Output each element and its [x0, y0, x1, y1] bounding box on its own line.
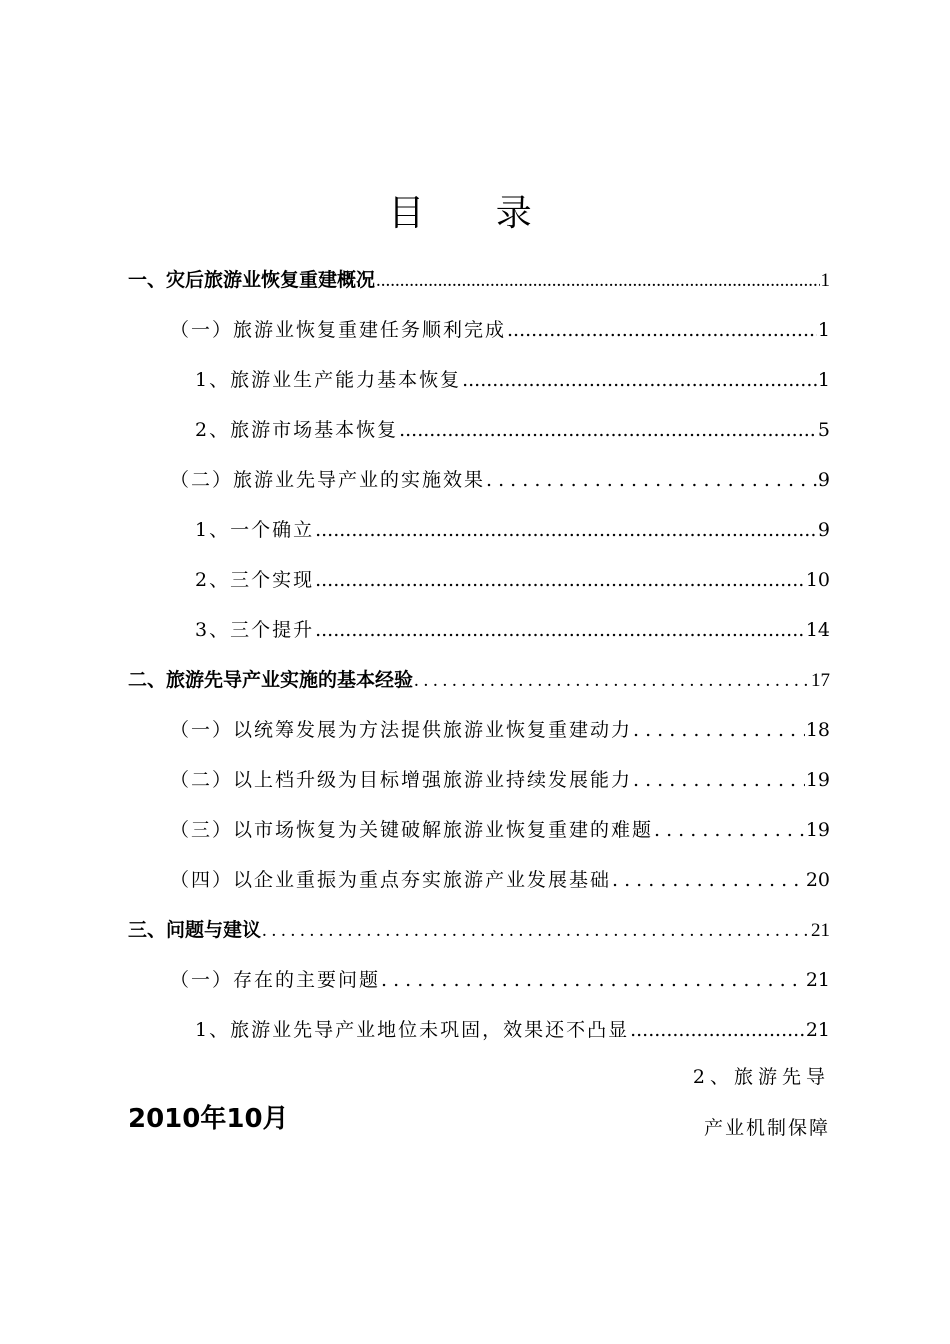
toc-entry-page: 1	[820, 270, 830, 291]
toc-entry[interactable]	[170, 465, 830, 495]
toc-leader-dots	[633, 769, 805, 791]
toc-entry[interactable]	[170, 965, 830, 995]
toc-leader-dots	[633, 719, 805, 741]
toc-leader-dots	[507, 319, 817, 341]
toc-entry-page: 9	[817, 469, 830, 491]
toc-entry[interactable]	[128, 665, 830, 695]
toc-entry[interactable]	[170, 715, 830, 745]
toc-entry-label: 2、三个实现	[195, 569, 315, 591]
toc-leader-dots	[315, 569, 805, 591]
toc-entry[interactable]	[195, 1015, 830, 1045]
toc-entry-page: 21	[805, 1019, 830, 1041]
toc-entry-label: 1、旅游业生产能力基本恢复	[195, 369, 462, 391]
toc-entry-page: 1	[817, 369, 830, 391]
toc-entry-label: 1、旅游业先导产业地位未巩固，效果还不凸显	[195, 1019, 630, 1041]
toc-entry-label: 三、问题与建议	[128, 919, 262, 941]
toc-entry[interactable]	[195, 565, 830, 595]
toc-entry[interactable]	[195, 615, 830, 645]
toc-entry-page: 18	[805, 719, 830, 741]
page-title: 目 录	[388, 193, 562, 234]
toc-entry[interactable]	[128, 915, 830, 945]
toc-entry-label: 1、一个确立	[195, 519, 315, 541]
toc-entry-label: 3、三个提升	[195, 619, 315, 641]
toc-entry-page: 19	[805, 819, 830, 841]
toc-entry-page: 21	[811, 920, 830, 941]
toc-overflow-line-1: 2、旅游先导	[692, 1066, 830, 1088]
toc-leader-dots	[612, 869, 805, 891]
toc-entry[interactable]	[195, 515, 830, 545]
toc-entry-page: 10	[805, 569, 830, 591]
toc-entry-page: 5	[817, 419, 830, 441]
toc-leader-dots	[486, 469, 817, 491]
toc-leader-dots	[414, 670, 810, 692]
toc-entry-label: （二）旅游业先导产业的实施效果	[170, 469, 486, 491]
toc-entry-label: （一）以统筹发展为方法提供旅游业恢复重建动力	[170, 719, 633, 741]
toc-entry-page: 9	[817, 519, 830, 541]
toc-leader-dots	[381, 969, 805, 991]
toc-entry[interactable]	[170, 765, 830, 795]
toc-overflow-line-2: 产业机制保障	[703, 1117, 830, 1139]
document-date: 2010年10月	[128, 1104, 289, 1134]
toc-entry[interactable]	[195, 365, 830, 395]
toc-entry-page: 20	[805, 869, 830, 891]
toc-entry[interactable]	[195, 415, 830, 445]
toc-entry-label: （一）存在的主要问题	[170, 969, 381, 991]
toc-entry-label: 二、旅游先导产业实施的基本经验	[128, 669, 414, 691]
toc-entry-label: （四）以企业重振为重点夯实旅游产业发展基础	[170, 869, 612, 891]
toc-leader-dots	[462, 369, 817, 391]
toc-entry[interactable]	[128, 265, 830, 295]
toc-entry-page: 17	[811, 670, 830, 691]
toc-entry[interactable]	[170, 815, 830, 845]
toc-entry-label: 2、旅游市场基本恢复	[195, 419, 399, 441]
toc-leader-dots	[630, 1019, 805, 1041]
toc-entry-label: 一、灾后旅游业恢复重建概况	[128, 269, 376, 291]
toc-entry[interactable]	[170, 865, 830, 895]
toc-leader-dots	[376, 270, 819, 292]
toc-entry-page: 1	[817, 319, 830, 341]
toc-leader-dots	[315, 619, 805, 641]
toc-leader-dots	[262, 920, 810, 942]
toc-entry-label: （三）以市场恢复为关键破解旅游业恢复重建的难题	[170, 819, 654, 841]
toc-entry-page: 19	[805, 769, 830, 791]
toc-entry-page: 21	[805, 969, 830, 991]
toc-entry-page: 14	[805, 619, 830, 641]
toc-entry[interactable]	[170, 315, 830, 345]
toc-leader-dots	[399, 419, 817, 441]
toc-leader-dots	[654, 819, 805, 841]
toc-leader-dots	[315, 519, 817, 541]
toc-entry-label: （二）以上档升级为目标增强旅游业持续发展能力	[170, 769, 633, 791]
toc-entry-label: （一）旅游业恢复重建任务顺利完成	[170, 319, 507, 341]
